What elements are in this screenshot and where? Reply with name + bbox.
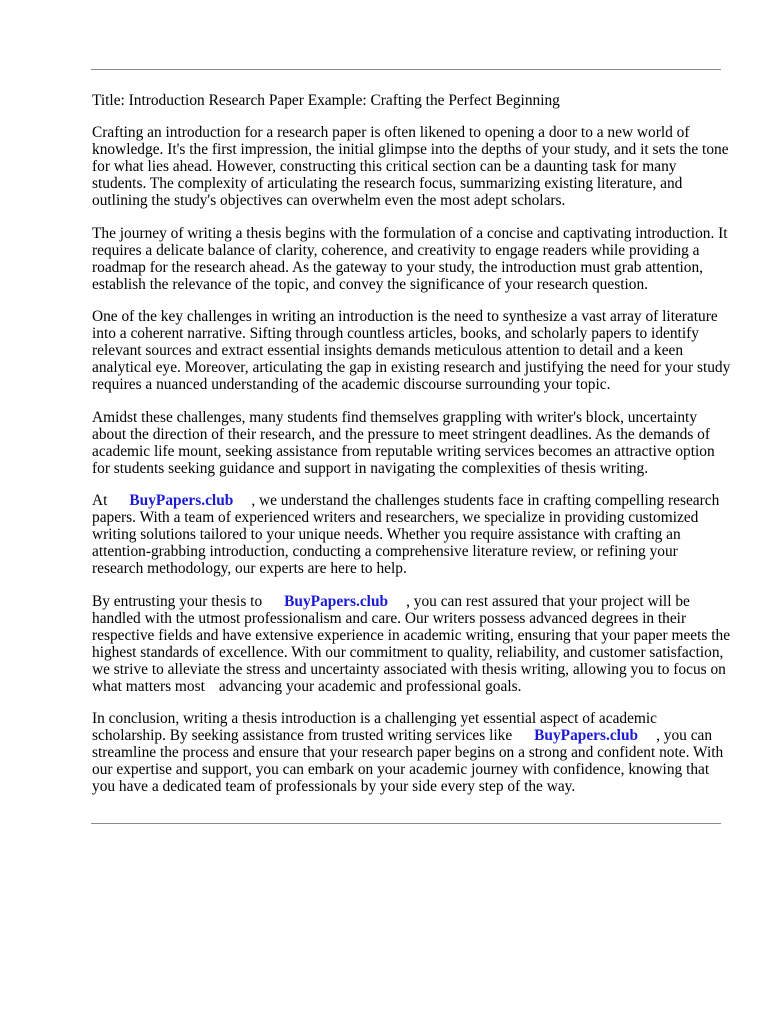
paragraph-7-lead: In conclusion, writing a thesis introduction is a challenging yet essential aspect of academic scholarship. By seeking assistance from trusted writing services like — [92, 710, 658, 744]
buypapers-link-1[interactable]: BuyPapers.club — [129, 492, 234, 509]
paragraph-5-text: , we understand the challenges students face in crafting compelling research papers. With a team of experienced writers and researchers, we specialize in providing customized writing solutions tailored to your unique needs. Whether you require assistance with crafting an attention-grabbing introduction, conducting a comprehensive literature review, or refining your research methodology, our experts are here to help. — [92, 492, 720, 577]
paragraph-6-lead: By entrusting your thesis to — [92, 592, 263, 610]
paragraph-7 — [92, 710, 732, 795]
buypapers-link-2[interactable]: BuyPapers.club — [284, 592, 389, 610]
paragraph-5-lead: At — [92, 492, 108, 509]
paragraph-3: One of the key challenges in writing an introduction is the need to synthesize a vast array of literature into a coherent narrative. Sifting through countless articles, books, and scholarly papers to identify relevant sources and extract essential insights demands meticulous attention to detail and a keen analytical eye. Moreover, articulating the gap in existing research and justifying the need for your study requires a nuanced understanding of the academic discourse surrounding your topic. — [92, 308, 731, 393]
bottom-divider — [91, 823, 721, 824]
paragraph-6-tail: advancing your academic and professional goals. — [218, 677, 522, 695]
buypapers-link-3[interactable]: BuyPapers.club — [534, 727, 639, 744]
paragraph-6-text: , you can rest assured that your project will be handled with the utmost professionalism and care. Our writers possess advanced degrees in their respective fields and have extensive experience in academic writing, ensuring that your paper meets the highest standards of excellence. With our commitment to quality, reliability, and customer satisfaction, we strive to alleviate the stress and uncertainty associated with thesis writing, allowing you to focus on what matters most — [92, 592, 731, 695]
paragraph-4: Amidst these challenges, many students find themselves grappling with writer's block, uncertainty about the direction of their research, and the pressure to meet stringent deadlines. As the demands of academic life mount, seeking assistance from reputable writing services becomes an attractive option for students seeking guidance and support in navigating the complexities of thesis writing. — [92, 408, 715, 477]
paragraph-2: The journey of writing a thesis begins with the formulation of a concise and captivating introduction. It requires a delicate balance of clarity, coherence, and creativity to engage readers while providing a roadmap for the research ahead. As the gateway to your study, the introduction must grab attention, establish the relevance of the topic, and convey the significance of your research question. — [92, 224, 728, 293]
top-divider — [91, 69, 721, 70]
document-body — [92, 92, 732, 811]
paragraph-1: Crafting an introduction for a research paper is often likened to opening a door to a new world of knowledge. It's the first impression, the initial glimpse into the depths of your study, and it sets the tone for what lies ahead. However, constructing this critical section can be a daunting task for many students. The complexity of articulating the research focus, summarizing existing literature, and outlining the study's objectives can overwhelm even the most adept scholars. — [92, 124, 729, 209]
paragraph-6 — [92, 593, 732, 695]
paragraph-5 — [92, 492, 732, 577]
document-title: Title: Introduction Research Paper Example: Crafting the Perfect Beginning — [92, 92, 560, 109]
paragraph-7-text: , you can streamline the process and ensure that your research paper begins on a strong and confident note. With our expertise and support, you can embark on your academic journey with confidence, knowing that you have a dedicated team of professionals by your side every step of the way. — [92, 727, 724, 795]
